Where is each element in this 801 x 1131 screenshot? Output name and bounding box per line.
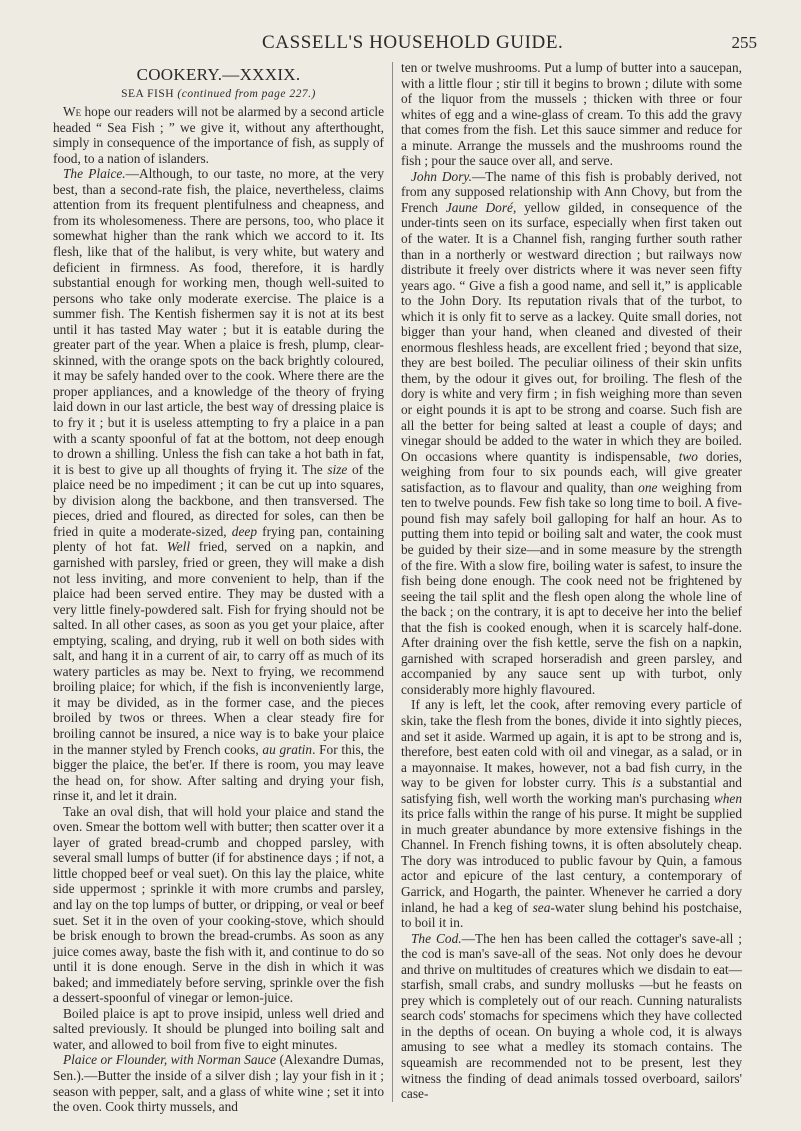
section-heading-plaice: The Plaice.: [63, 166, 126, 182]
subtitle-main: SEA FISH: [121, 87, 175, 100]
boiled-plaice-paragraph: Boiled plaice is apt to prove insipid, unless well dried and salted previously. It should be plunged into boiling salt and water, and allowed to boil from five to eight minutes.: [53, 1005, 384, 1052]
chapter-title: COOKERY.—XXXIX.: [136, 65, 301, 84]
cod-paragraph: The Cod.—The hen has been called the cottager's save-all ; the cod is man's save-all of the seas. Not only does he devour and thrive on multitudes of creatures which we disdain to eat—starfish, small crabs, and sundry mollusks —but he feasts on prey which is completely out of our reach. Cunning naturalists search cods' stomachs for specimens which they have collected in the depths of ocean. On buying a whole cod, it is always amusing to see what a medley its stomach contains. The squeamish are recommended not to be present, lest they witness the finding of dead animals tossed overboard, sailors' case-: [401, 930, 742, 1102]
section-heading-cod: The Cod.: [411, 930, 462, 946]
au-gratin-paragraph: Take an oval dish, that will hold your plaice and stand the oven. Smear the bottom well with butter; then scatter over it a layer of grated bread-crumb and chopped parsley, with several small lumps of butter (if for abstinence days ; if not, a little chopped beef or veal suet). On this lay the plaice, white side uppermost ; sprinkle it with more crumbs and parsley, and lay on the top lumps of butter, or dripping, or veal or beef suet. Set it in the oven of your cooking-stove, which should be brisk enough to brown the bread-crumbs. As soon as any juice comes away, baste the fish with it, and continue to do so until it is done enough. Serve in the dish in which it was baked; and immediately before serving, sprinkle over the fish a dessert-spoonful of vinegar or lemon-juice.: [53, 803, 384, 1006]
plaice-paragraph: The Plaice.—Although, to our taste, no more, at the very best, than a second-rate fish, the plaice, nevertheless, claims attention from its frequent plentifulness and cheapness, and from its wholesomeness. There are persons, too, who place it somewhat higher than the rank which we accord to it. Its flesh, like that of the halibut, is very white, but watery and deficient in firmness. As food, therefore, it is hardly substantial enough for working men, though well-suited to persons who take only moderate exercise. The plaice is a summer fish. The Kentish fishermen say it is not at its best until it has tasted May water ; but it is eatable during the greater part of the year. When a plaice is fresh, plump, clear-skinned, with the orange spots on the back brightly coloured, it may be safely handed over to the cook. Where there are the proper appliances, and a knowledge of the theory of frying laid down in our last article, the best way of dressing plaice is to fry it ; but it is useless attempting to fry a plaice in a pan with a scanty spoonful of fat at the bottom, not deep enough to drown a shilling. Unless the fish can take a hot bath in fat, it is best to give up all thoughts of frying it. The size of the plaice need be no impediment ; it can be cut up into squares, by division along the backbone, and then transversed. The pieces, dried and floured, as directed for soles, can then be fried in quite a moderate-sized, deep frying pan, containing plenty of hot fat. Well fried, served on a napkin, and garnished with parsley, fried or green, they will make a dish not less inviting, and more convenient to help, than if the plaice had been served entire. They may be dusted with a very little finely-powdered salt. Fish for frying should not be salted. In all other cases, as soon as you get your plaice, after emptying, scaling, and drying, rub it well on both sides with salt, and hang it in a current of air, to carry off as much of its watery particles as may be. Next to frying, we recommend broiling plaice; for which, if the fish is inconveniently large, it may be divided, as in the former case, and the pieces broiled by twos or threes. When a clear steady fire for broiling cannot be insured, a nice way is to bake your plaice in the manner styled by French cooks, au gratin. For this, the bigger the plaice, the bet⁠'⁠er. If there is room, you may leave the head on, for show. After salting and drying your fish, rinse it, and let it drain.: [53, 166, 385, 804]
page-number: 255: [731, 33, 757, 52]
mussels-paragraph: ten or twelve mushrooms. Put a lump of butter into a saucepan, with a little flour ; stir till it begins to brown ; dilute with some of the liquor from the mussels ; thicken with three or four whites of egg and a wine-glass of cream. To this add the gravy that comes from the fish. Let this sauce simmer and reduce for a minute. Arrange the mussels and the mushrooms round the fish ; pour the sauce over all, and serve.: [401, 60, 742, 169]
intro-paragraph: We hope our readers will not be alarmed by a second article headed “ Sea Fish ; ” we give it, without any afterthought, simply in consequence of the importance of fish, as supply of food, to a nation of islanders.: [53, 104, 384, 166]
left-column: [53, 60, 384, 1115]
right-column: [401, 60, 742, 1102]
column-divider: [392, 62, 393, 1102]
leftovers-paragraph: If any is left, let the cook, after removing every particle of skin, take the flesh from the bones, divide it into sightly pieces, and set it aside. Warmed up again, it is apt to be strong and is, therefore, best eaten cold with oil and vinegar, as a salad, or in a mayonnaise. It makes, however, not a bad fish curry, in the way to be given for lobster curry. This is a substantial and satisfying fish, well worth the working man's purchasing when its price falls within the range of his purse. It might be supplied in much greater abundance by more extensive fishings in the Channel. In French fishing towns, it is often absolutely cheap. The dory was introduced to public favour by Quin, a famous actor and epicure of the last century, a contemporary of Garrick, and Hogarth, the painter. Whenever he carried a dory inland, he had a keg of sea-water slung behind his postchaise, to boil it in.: [401, 697, 742, 931]
subtitle-note: (continued from page 227.): [177, 87, 316, 100]
drop-word: We: [63, 104, 82, 120]
section-heading-john-dory: John Dory.: [411, 168, 472, 184]
section-heading-norman-sauce: Plaice or Flounder, with Norman Sauce: [63, 1052, 277, 1068]
norman-sauce-paragraph: Plaice or Flounder, with Norman Sauce (Alexandre Dumas, Sen.).—Butter the inside of a silver dish ; lay your fish in it ; season with pepper, salt, and a glass of white wine ; set it into the oven. Cook thirty mussels, and: [53, 1052, 384, 1115]
chapter-subtitle: [53, 87, 384, 103]
running-title: CASSELL'S HOUSEHOLD GUIDE.: [262, 32, 564, 53]
running-head: [0, 24, 801, 64]
john-dory-paragraph: John Dory.—The name of this fish is probably derived, not from any supposed relationship with Ann Chovy, but from the French Jaune Doré, yellow gilded, in consequence of the under-tints seen on its surface, especially when first taken out of the water. It is a Channel fish, ranging further south rather than in a northerly or westward direction ; but railways now distribute it freely over districts where it was never seen fifty years ago. “ Give a fish a good name, and sell it,” is applicable to the John Dory. Its reputation rivals that of the turbot, to which it is only fit to serve as a lackey. Quite small dories, not bigger than your hand, when cleaned and divested of their enormous fleshless heads, are excellent fried ; beyond that size, they are best boiled. The peculiar oiliness of their skin unfits them, by the odour it gives out, for broiling. The flesh of the dory is white and very firm ; in fish weighing more than seven or eight pounds it is apt to be strong and coarse. Such fish are all the better for being salted at least a couple of days; and vinegar should be added to the water in which they are boiled. On occasions where quantity is indispensable, two dories, weighing from four to six pounds each, will give greater satisfaction, as to flavour and quality, than one weighing from ten to twelve pounds. Few fish take so long time to boil. A five-pound fish may safely boil galloping for half an hour. As to putting them into tepid or boiling salt and water, the cook must be guided by their size—and in some measure by the strength of the fire. With a slow fire, boiling water is safest, to insure the fish being done enough. The cook need not be frightened by seeing the tail split and the flesh open along the whole line of the back ; on the contrary, it is apt to deceive her into the belief that the fish is cooked enough, when it is scarcely half-done. After draining over the fish kettle, serve the fish on a napkin, garnished with scraped horseradish and green parsley, and accompanied by any sauce sent up with turbot, only considerably more highly flavoured.: [401, 168, 742, 697]
